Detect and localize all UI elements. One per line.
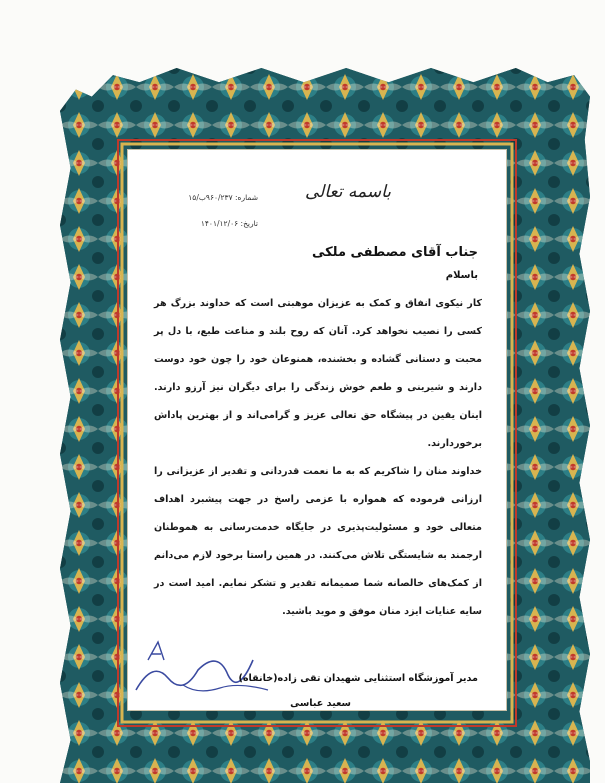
signature-name: سعید عباسی <box>290 698 351 709</box>
letter-body <box>128 150 506 710</box>
reference-block <box>158 185 258 237</box>
paragraph-2: خداوند منان را شاکریم که به ما نعمت قدردانی و تقدیر از عزیزانی را ارزانی فرموده که همواره با عزمی راسخ در جهت پیشبرد اهداف متعالی خود و مسئولیت‌پذیری در جایگاه خدمت‌رسانی به هموطنان ارجمند به شایستگی تلاش می‌کنند. در همین راستا برخود لازم می‌دانم از کمک‌های خالصانه شما صمیمانه تقدیر و تشکر نمایم. امید است در سایه عنایات ایزد منان موفق و موید باشید. <box>154 466 482 617</box>
date-label: تاریخ: <box>240 219 258 228</box>
number-value: ۹۶۰/۲۳۷ب/۱۵ <box>188 193 233 202</box>
date-value: ۱۴۰۱/۱۲/۰۶ <box>200 219 239 228</box>
handwritten-signature <box>128 630 278 705</box>
addressee: جناب آقای مصطفی ملکی <box>311 245 478 260</box>
letter-header <box>128 150 506 230</box>
letter-date <box>158 211 258 237</box>
letter-text <box>154 290 482 626</box>
greeting: باسلام <box>445 270 478 281</box>
paragraph-1: کار نیکوی انفاق و کمک به عزیزان موهبتی است که خداوند بزرگ هر کسی را نصیب نخواهد کرد. آنان که روح بلند و مناعت طبع، با دل پر محبت و دستانی گشاده و بخشنده، همنوعان خود را چون خود دوست دارند و شیرینی و طعم خوش زندگی را برای دیگران نیز آرزو دارند. اینان یقین در پیشگاه حق تعالی عزیز و گرامی‌اند و از بهترین پاداش برخوردارند. <box>154 298 482 449</box>
signature-title: مدیر آموزشگاه استثنایی شهیدان تقی زاده(خانقاه) <box>238 673 478 684</box>
basmala-heading: باسمه تعالی <box>305 182 391 202</box>
letter-number <box>158 185 258 211</box>
number-label: شماره: <box>235 193 258 202</box>
